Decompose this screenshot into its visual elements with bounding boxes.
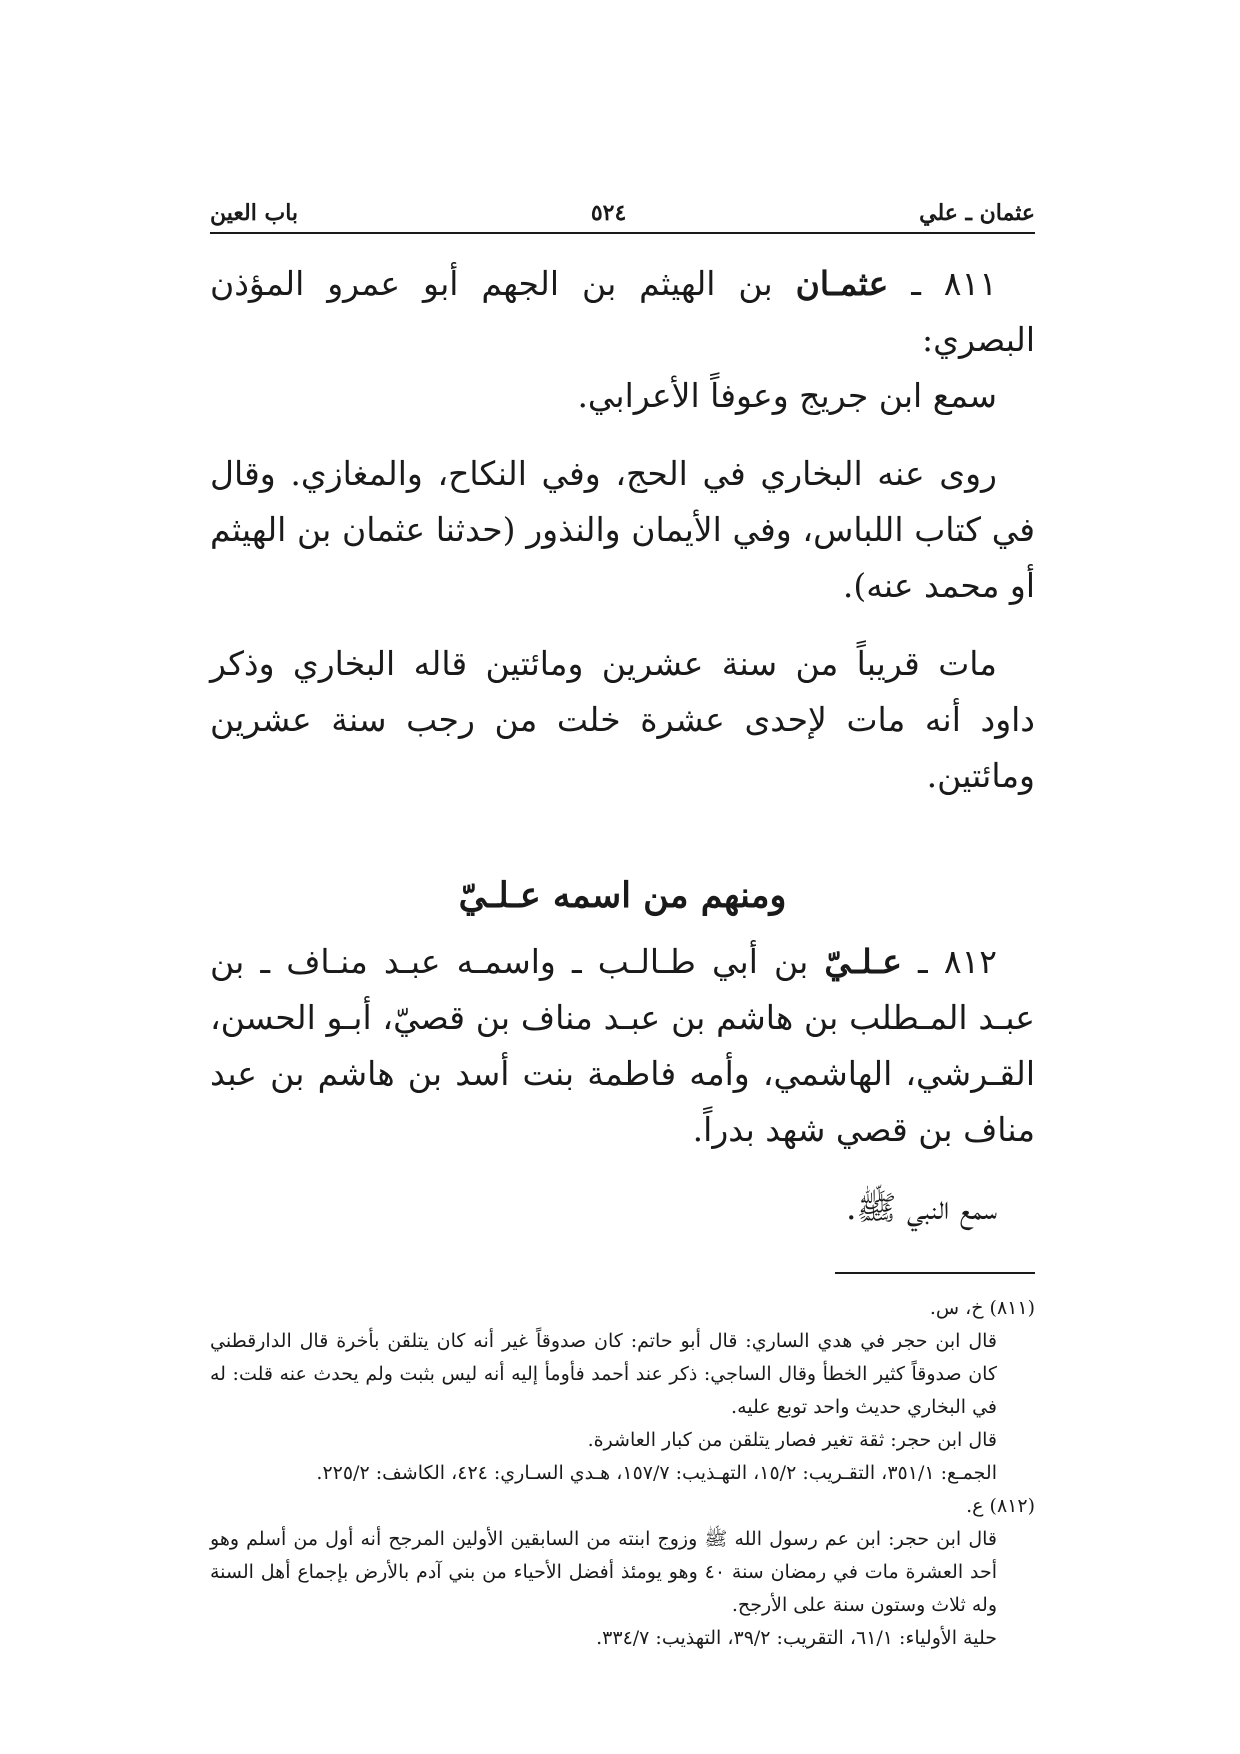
footnote-811 — [210, 1292, 1035, 1490]
entry-number: ٨١٢ ـ — [901, 942, 997, 981]
section-heading: ومنهم من اسمه عـلـيّ — [458, 875, 787, 916]
header-chapter-title: باب العين — [210, 200, 299, 226]
header-section-title: عثمان ـ علي — [919, 200, 1035, 226]
footnote-line: قال ابن حجر في هدي الساري: قال أبو حاتم: كان صدوقاً غير أنه كان يتلقن بأخرة قال الدارقطني كان صدوقاً كثير الخطأ وقال الساجي: ذكر عند أحمد فأومأ إليه أنه ليس بثبت ولم يحدث عنه قلت: له في البخاري حديث واحد توبع عليه. — [210, 1330, 997, 1418]
entry-title-rest: بن أبي طـالـب ـ واسمـه عبـد منـاف ـ بن عبـد المـطلب بن هاشم بن عبـد مناف بن قصيّ، أبـو الحسن، القـرشي، الهاشمي، وأمه فاطمة بنت أسد بن هاشم بن عبد مناف بن قصي شهد بدراً. — [210, 942, 1035, 1149]
footnote-line: الجمـع: ٣٥١/١، التقـريب: ١٥/٢، التهـذيب: ١٥٧/٧، هـدي السـاري: ٤٢٤، الكاشف: ٢٢٥/٢. — [316, 1462, 997, 1484]
page-number: ٥٢٤ — [590, 200, 627, 226]
entry-name: عثمـان — [795, 264, 889, 303]
footnote-ref: (٨١١) خ، س. — [929, 1297, 1035, 1319]
footnote-812 — [210, 1490, 1035, 1655]
entry-title-rest: بن الهيثم بن الجهم أبو عمرو المؤذن البصري: — [210, 264, 1035, 359]
entry-811-para2: روى عنه البخاري في الحج، وفي النكاح، والمغازي. وقال في كتاب اللباس، وفي الأيمان والنذور (حدثنا عثمان بن الهيثم أو محمد عنه). — [210, 454, 1035, 605]
entry-812 — [210, 934, 1035, 1236]
footnotes — [210, 1292, 1035, 1655]
footnote-divider — [835, 1272, 1035, 1274]
entry-811-heading — [210, 256, 1035, 368]
footnote-line: حلية الأولياء: ٦١/١، التقريب: ٣٩/٢، التهذيب: ٣٣٤/٧. — [596, 1627, 997, 1649]
footnote-ref: (٨١٢) ع. — [966, 1495, 1035, 1517]
entry-812-heading — [210, 934, 1035, 1158]
entry-811-line2: سمع ابن جريج وعوفاً الأعرابي. — [577, 376, 997, 415]
entry-812-para2: سمع النبي ﷺ. — [845, 1188, 997, 1227]
footnote-line: قال ابن حجر: ثقة تغير فصار يتلقن من كبار العاشرة. — [587, 1429, 997, 1451]
running-header — [210, 200, 1035, 234]
entry-811 — [210, 256, 1035, 804]
entry-number: ٨١١ ـ — [888, 264, 997, 303]
footnote-line: قال ابن حجر: ابن عم رسول الله ﷺ وزوج ابنته من السابقين الأولين المرجح أنه أول من أسلم وهو أحد العشرة مات في رمضان سنة ٤٠ وهو يومئذ أفضل الأحياء من بني آدم بالأرض بإجماع أهل السنة وله ثلاث وستون سنة على الأرجح. — [210, 1528, 997, 1616]
entry-name: عـلـيّ — [824, 942, 902, 981]
book-page — [210, 200, 1035, 1655]
entry-811-para3: مات قريباً من سنة عشرين ومائتين قاله البخاري وذكر داود أنه مات لإحدى عشرة خلت من رجب سنة عشرين ومائتين. — [210, 644, 1035, 795]
